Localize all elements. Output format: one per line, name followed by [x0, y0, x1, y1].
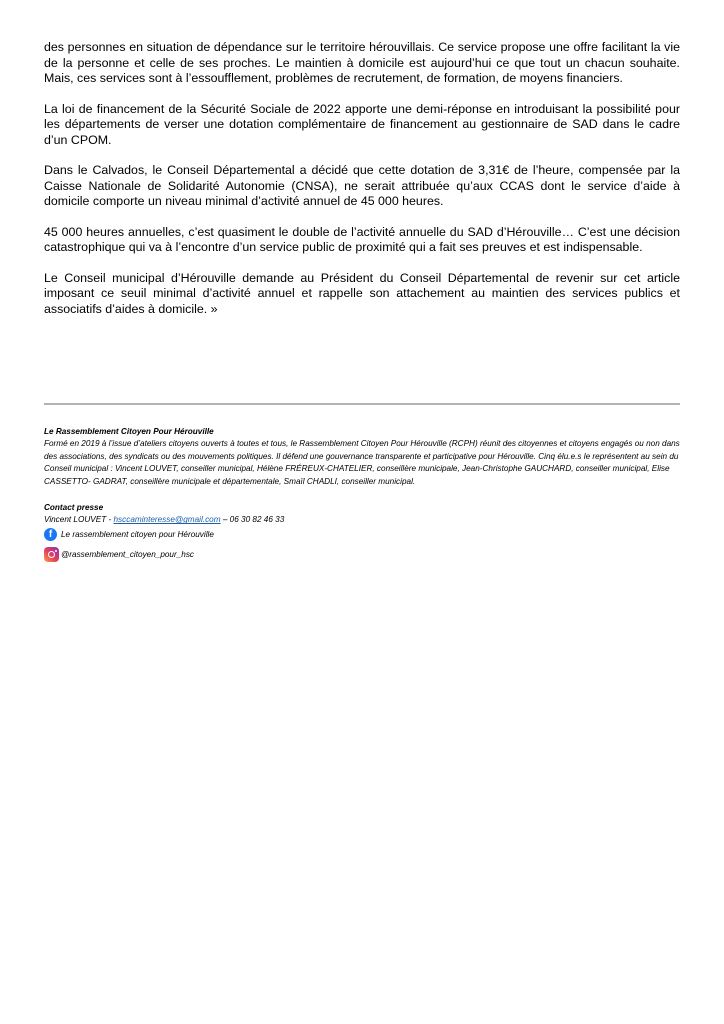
footer [44, 426, 680, 564]
contact-name: Vincent LOUVET - [44, 515, 114, 525]
instagram-label: @rassemblement_citoyen_pour_hsc [61, 549, 195, 559]
section-divider [44, 403, 680, 405]
instagram-row[interactable] [44, 546, 680, 564]
org-heading: Le Rassemblement Citoyen Pour Hérouville [44, 427, 214, 436]
org-description: Formé en 2019 à l’issue d’ateliers citoyens ouverts à toutes et tous, le Rassemblement Citoyen Pour Hérouville (RCPH) réunit des citoyennes et citoyens engagés ou non dans des associations, des syndicats ou des mouvements politiques. Il défend une gouvernance transparente et participative pour Hérouville. Cinq élu.e.s le représentent au sein du Conseil municipal : Vincent LOUVET, conseiller municipal, Hélène FRÉREUX-CHATELIER, conseillère municipale, Jean-Christophe GAUCHARD, conseiller municipal, Elise CASSETTO- GADRAT, conseillère municipale et départementale, Smaïl CHADLI, conseiller municipal. [44, 439, 680, 486]
contact-email-link[interactable]: hsccaminteresse@gmail.com [113, 515, 221, 525]
body-paragraph: 45 000 heures annuelles, c’est quasiment le double de l’activité annuelle du SAD d’Hérouville… C’est une décision catastrophique qui va à l’encontre d’un service public de proximité qui a fait ses preuves et est indispensable. [44, 224, 680, 254]
contact-line [44, 514, 680, 526]
contact-phone: – 06 30 82 46 33 [220, 515, 285, 525]
body-paragraph: La loi de financement de la Sécurité Sociale de 2022 apporte une demi-réponse en introduisant la possibilité pour les départements de verser une dotation complémentaire de financement au gestionnaire de SAD dans le cadre d’un CPOM. [44, 101, 680, 147]
facebook-icon: f [44, 528, 57, 541]
body-text [44, 40, 680, 332]
body-paragraph: des personnes en situation de dépendance sur le territoire hérouvillais. Ce service propose une offre facilitant la vie de la personne et celle de ses proches. Le maintien à domicile est aujourd’hui ce que tout un chacun souhaite. Mais, ces services sont à l’essoufflement, problèmes de recrutement, de formation, de moyens financiers. [44, 40, 680, 85]
body-paragraph: Dans le Calvados, le Conseil Départemental a décidé que cette dotation de 3,31€ de l’heure, compensée par la Caisse Nationale de Solidarité Autonomie (CNSA), ne serait attribuée qu’aux CCAS dont le service d’aide à domicile comporte un niveau minimal d’activité annuel de 45 000 heures. [44, 163, 680, 208]
facebook-label: Le rassemblement citoyen pour Hérouville [61, 529, 214, 539]
contact-heading: Contact presse [44, 503, 104, 513]
instagram-icon [44, 547, 59, 562]
body-paragraph: Le Conseil municipal d’Hérouville demande au Président du Conseil Départemental de revenir sur cet article imposant ce seuil minimal d’activité annuel et rappelle son attachement au maintien des services publics et associatifs d’aides à domicile. » [44, 270, 680, 316]
facebook-row[interactable] [44, 527, 680, 543]
